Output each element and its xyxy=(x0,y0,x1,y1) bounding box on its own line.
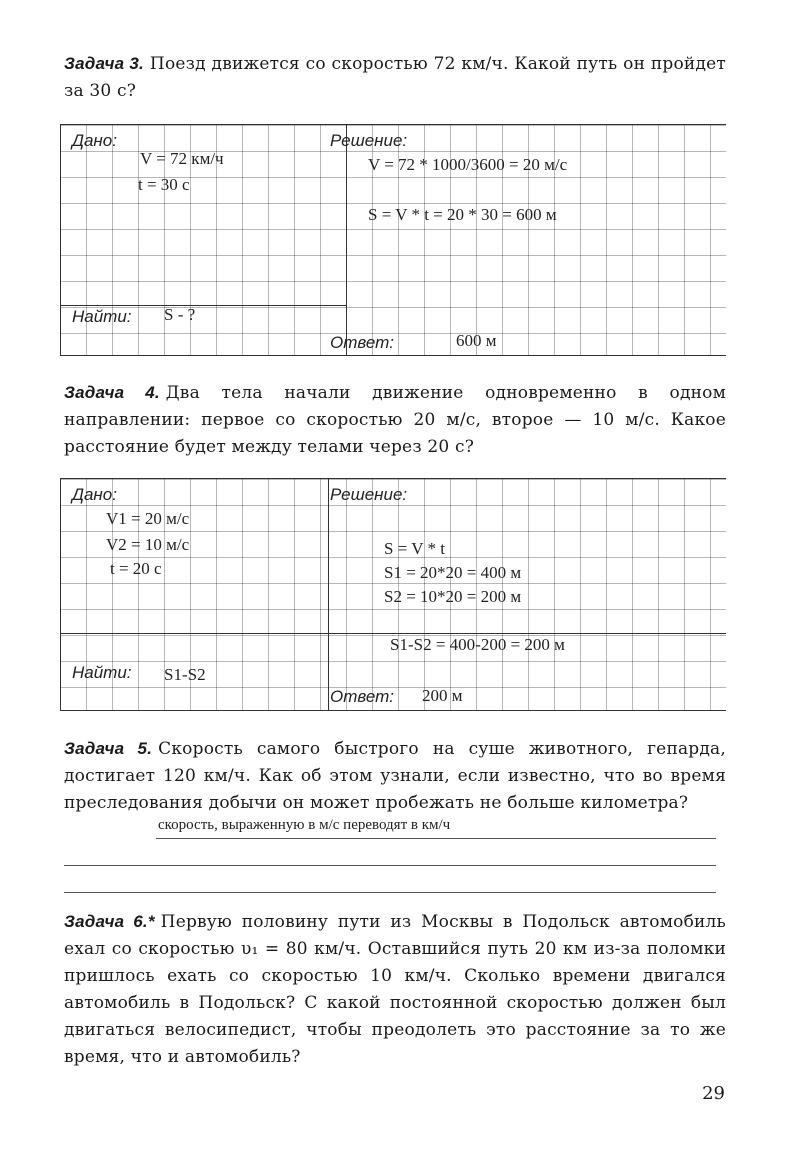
task3-given-2: t = 30 с xyxy=(138,175,190,194)
task3-answer: 600 м xyxy=(456,331,497,350)
task4-solution-label: Решение: xyxy=(330,485,408,504)
task6-statement xyxy=(64,908,726,1071)
task3-given-1: V = 72 км/ч xyxy=(140,149,224,168)
task4-find-label: Найти: xyxy=(72,663,132,682)
task3-find-label: Найти: xyxy=(72,307,132,326)
task4-answer: 200 м xyxy=(422,686,463,705)
task4-statement xyxy=(64,379,726,461)
task5-label: Задача 5. xyxy=(64,739,153,758)
task4-given-1: V1 = 20 м/с xyxy=(106,509,190,528)
task4-solution-1: S = V * t xyxy=(384,539,445,558)
task3-solution-2: S = V * t = 20 * 30 = 600 м xyxy=(368,205,557,224)
answer-line-1 xyxy=(156,838,716,839)
task5-statement xyxy=(64,735,726,817)
task4-grid xyxy=(60,478,726,711)
task3-given-label: Дано: xyxy=(72,131,117,150)
task3-find: S - ? xyxy=(164,305,196,324)
task5-answer: скорость, выраженную в м/с переводят в км/ч xyxy=(158,817,451,833)
task3-answer-label: Ответ: xyxy=(330,333,395,352)
task6-text: Первую половину пути из Москвы в Подольск автомобиль ехал со скоростью υ₁ = 80 км/ч. Оставшийся путь 20 км из-за поломки пришлось ехать со скоростью 10 км/ч. Сколько времени двигался автомобиль в Подольск? С какой постоянной скоростью должен был двигаться велосипедист, чтобы преодолеть это расстояние за то же время, что и автомобиль? xyxy=(64,912,726,1067)
task3-grid xyxy=(60,124,726,356)
task5-text: Скорость самого быстрого на суше животного, гепарда, достигает 120 км/ч. Как об этом узнали, если известно, что во время преследования добычи он может пробежать не больше километра? xyxy=(64,739,726,813)
task4-solution-4: S1-S2 = 400-200 = 200 м xyxy=(390,635,565,654)
page-number: 29 xyxy=(702,1083,725,1104)
task4-given-3: t = 20 с xyxy=(110,559,162,578)
task4-label: Задача 4. xyxy=(64,383,160,402)
answer-line-2 xyxy=(64,865,716,866)
task4-answer-label: Ответ: xyxy=(330,687,395,706)
task4-find: S1-S2 xyxy=(164,665,206,684)
task3-solution-1: V = 72 * 1000/3600 = 20 м/с xyxy=(368,155,568,174)
task4-text: Два тела начали движение одновременно в одном направлении: первое со скоростью 20 м/с, второе — 10 м/с. Какое расстояние будет между телами через 20 с? xyxy=(64,383,726,457)
task4-solution-2: S1 = 20*20 = 400 м xyxy=(384,563,522,582)
task4-solution-3: S2 = 10*20 = 200 м xyxy=(384,587,522,606)
task3-statement xyxy=(64,50,726,105)
task4-given-2: V2 = 10 м/с xyxy=(106,535,190,554)
task4-given-label: Дано: xyxy=(72,485,117,504)
task3-text: Поезд движется со скоростью 72 км/ч. Какой путь он пройдет за 30 с? xyxy=(64,54,726,101)
answer-line-3 xyxy=(64,892,716,893)
task3-label: Задача 3. xyxy=(64,54,144,73)
task3-solution-label: Решение: xyxy=(330,131,408,150)
task6-label: Задача 6.* xyxy=(64,912,155,931)
